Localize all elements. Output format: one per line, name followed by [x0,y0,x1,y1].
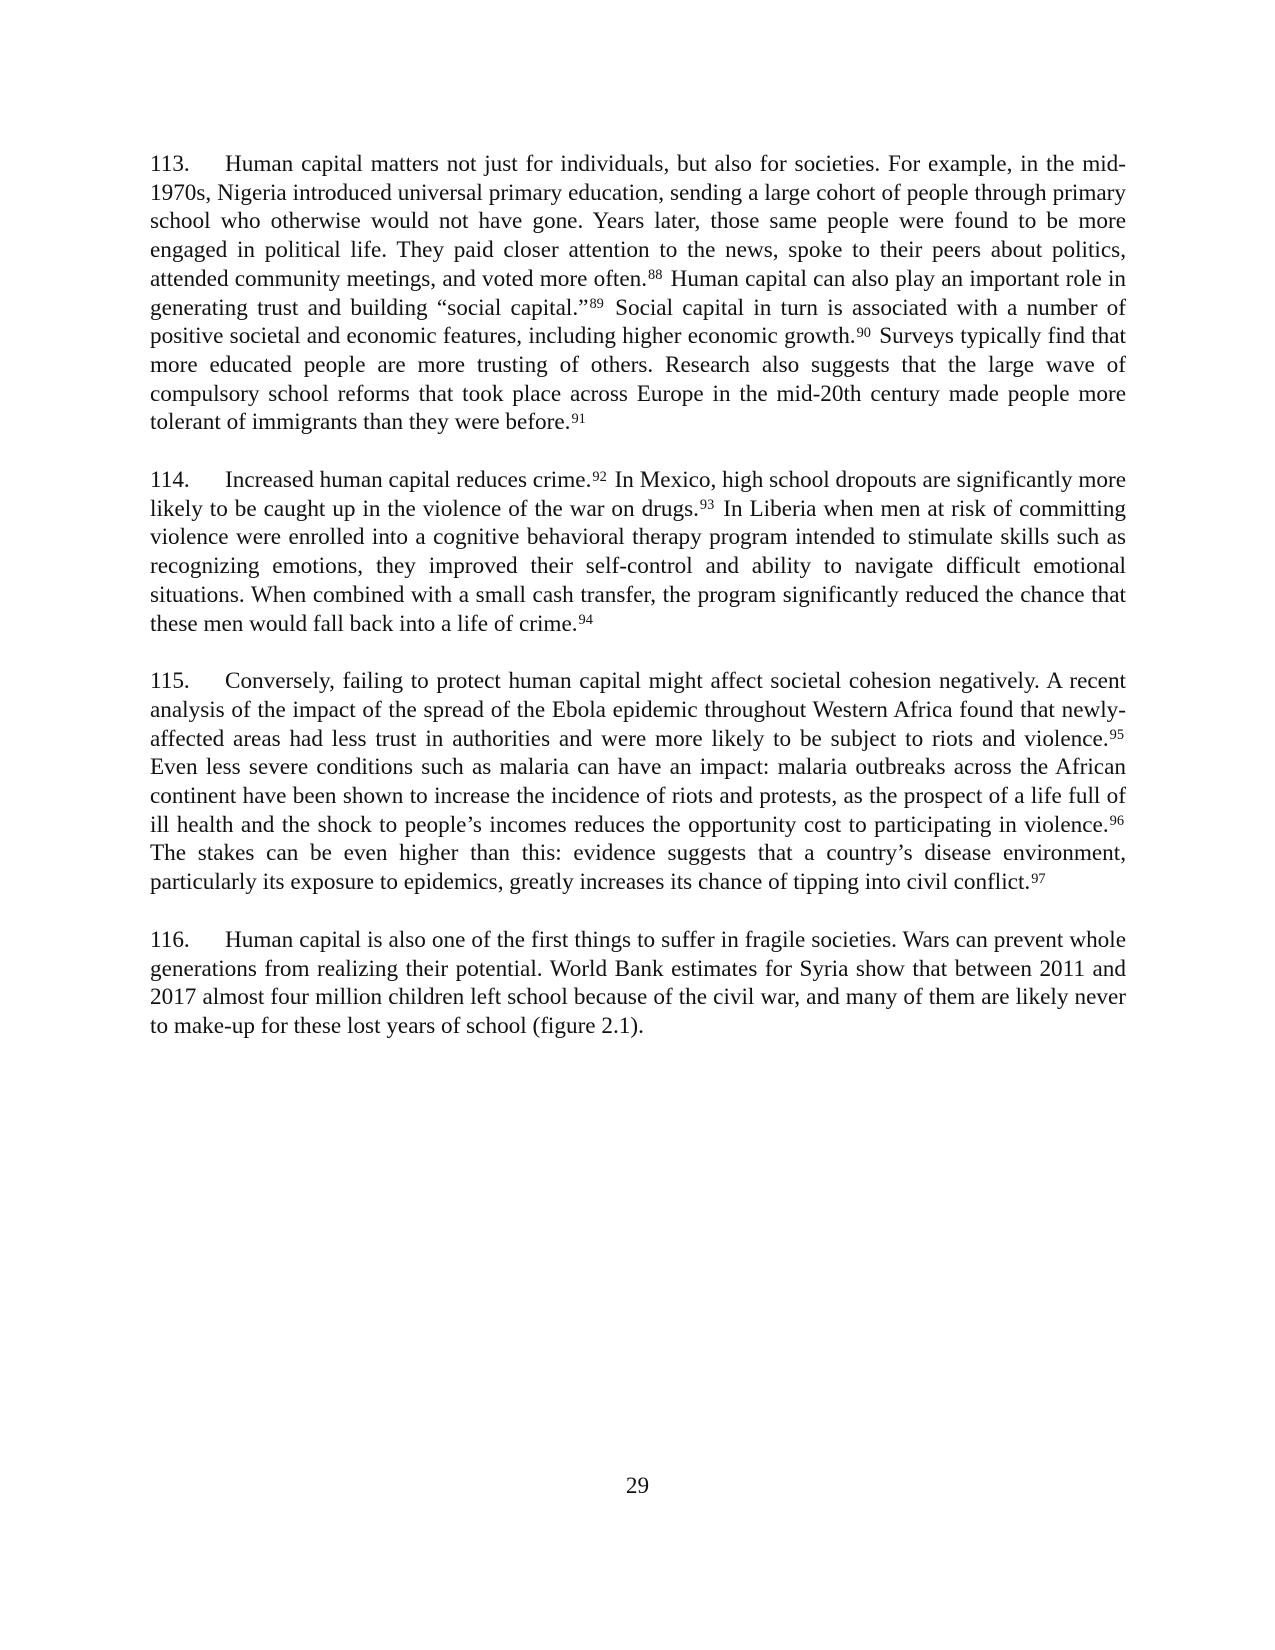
footnote-reference[interactable]: 93 [699,497,715,514]
footnote-reference[interactable]: 94 [578,612,593,629]
footnote-reference[interactable]: 91 [571,410,586,427]
paragraph-text: Human capital matters not just for individuals, but also for societies. For example, in the mid-1970s, Nigeria introduced universal primary education, sending a large cohort of people through primary school who otherwise would not have gone. Years later, those same people were found to be more engaged in political life. They paid closer attention to the news, spoke to their peers about politics, attended community meetings, and voted more often. [150,151,1126,292]
paragraph-116 [150,926,1126,1041]
paragraph-text: In Liberia when men at risk of committing violence were enrolled into a cognitive behavioral therapy program intended to stimulate skills such as recognizing emotions, they improved their self-control and ability to navigate difficult emotional situations. When combined with a small cash transfer, the program significantly reduced the chance that these men would fall back into a life of crime. [150,495,1127,637]
footnote-reference[interactable]: 89 [589,296,604,313]
footnote-reference[interactable]: 96 [1109,813,1124,830]
paragraph-text: The stakes can be even higher than this: evidence suggests that a country’s disease environment, particularly its exposure to epidemics, greatly increases its chance of tipping into civil conflict. [150,840,1126,896]
paragraph-number: 115. [150,668,190,695]
paragraph-number: 116. [150,926,190,953]
paragraph-text: Social capital in turn is associated with a number of positive societal and economic features, including higher economic growth. [150,294,1126,350]
paragraph-text: Increased human capital reduces crime. [225,467,592,494]
paragraph-115 [150,667,1126,897]
paragraph-113 [150,150,1126,437]
paragraph-114 [150,466,1126,638]
paragraph-text: Conversely, failing to protect human capital might affect societal cohesion negatively. A recent analysis of the impact of the spread of the Ebola epidemic throughout Western Africa found that newly-affected areas had less trust in authorities and were more likely to be subject to riots and violence. [150,668,1126,752]
paragraph-number: 114. [150,467,190,494]
footnote-reference[interactable]: 95 [1109,727,1124,744]
footnote-reference[interactable]: 88 [648,267,663,284]
paragraph-text: Human capital is also one of the first things to suffer in fragile societies. Wars can prevent whole generations from realizing their potential. World Bank estimates for Syria show that between 2011 and 2017 almost four million children left school because of the civil war, and many of them are likely never to make-up for these lost years of school (figure 2.1). [150,926,1126,1039]
paragraph-text: In Mexico, high school dropouts are significantly more likely to be caught up in the violence of the war on drugs. [150,467,1126,522]
footnote-reference[interactable]: 92 [592,468,607,485]
footnote-reference[interactable]: 90 [856,324,871,341]
paragraph-text: Even less severe conditions such as malaria can have an impact: malaria outbreaks across the African continent have been shown to increase the incidence of riots and protests, as the prospect of a life full of ill health and the shock to people’s incomes reduces the opportunity cost to participating in violence. [150,754,1126,838]
body-text [150,150,1126,1070]
footnote-reference[interactable]: 97 [1031,870,1046,887]
paragraph-text: Surveys typically find that more educated people are more trusting of others. Research also suggests that the large wave of compulsory school reforms that took place across Europe in the mid-20th century made people more tolerant of immigrants than they were before. [150,323,1126,436]
paragraph-number: 113. [150,151,190,177]
page-number: 29 [625,1473,650,1499]
paragraph-text: Human capital can also play an important role in generating trust and building “social capital.” [150,265,1126,321]
